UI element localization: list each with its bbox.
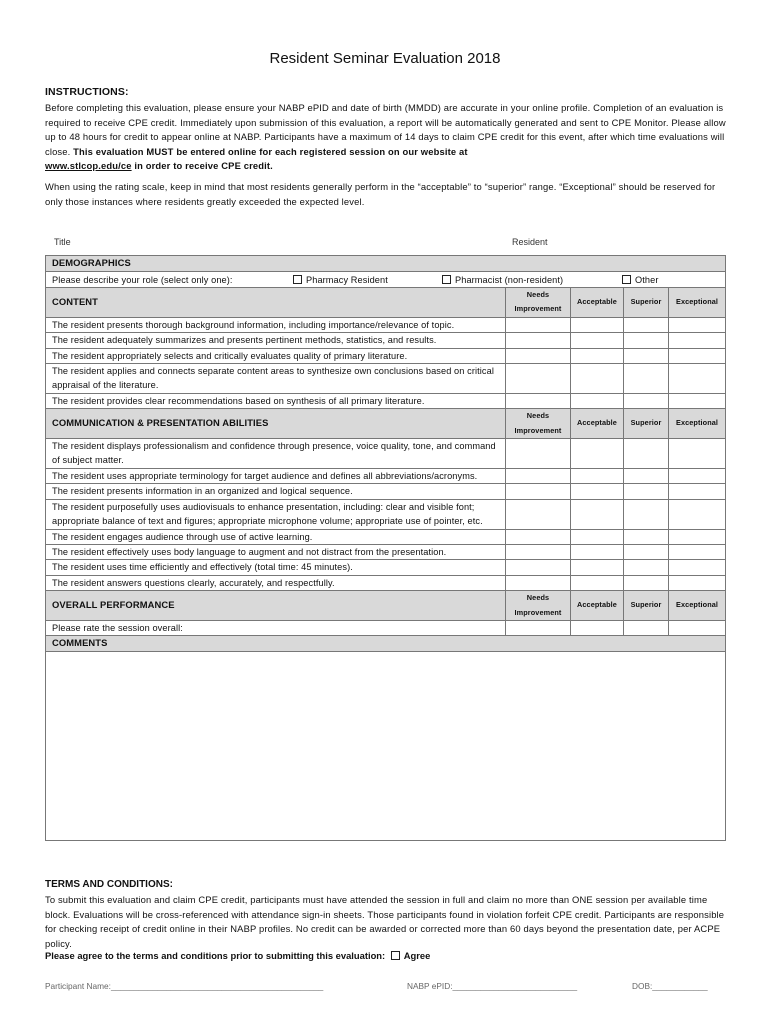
rating-cell-exceptional[interactable] xyxy=(669,575,726,590)
rating-cell-exceptional[interactable] xyxy=(669,484,726,499)
criterion-row xyxy=(46,544,726,559)
terms-body: To submit this evaluation and claim CPE credit, participants must have attended the session in full and claim no more than ONE session per available time block. Evaluations will be cross-referenced with attendance sign-in sheets. Those participants found in violation forfeit CPE credit. Participants are responsible for checking receipt of credit online in their NABP profiles. No credit can be awarded or corrected more than 60 days beyond the presentation date, per ACPE policy. xyxy=(45,894,725,949)
rating-cell-exceptional[interactable] xyxy=(669,333,726,348)
rating-cell-superior[interactable] xyxy=(624,348,669,363)
rating-cell-superior[interactable] xyxy=(624,529,669,544)
rating-cell-superior[interactable] xyxy=(624,333,669,348)
rating-cell-superior[interactable] xyxy=(624,499,669,529)
criterion-row xyxy=(46,620,726,635)
rating-cell-superior[interactable] xyxy=(624,484,669,499)
rating-cell-superior[interactable] xyxy=(624,393,669,408)
criterion-text: The resident appropriately selects and critically evaluates quality of primary literature. xyxy=(46,348,506,363)
rating-cell-exceptional[interactable] xyxy=(669,439,726,469)
checkbox-icon[interactable] xyxy=(442,275,451,284)
rating-cell-superior[interactable] xyxy=(624,439,669,469)
rating-header-acceptable: Acceptable xyxy=(571,288,624,318)
demographics-heading: DEMOGRAPHICS xyxy=(46,256,726,272)
rating-cell-needs-improvement[interactable] xyxy=(506,333,571,348)
rating-header-superior: Superior xyxy=(624,591,669,621)
rating-cell-exceptional[interactable] xyxy=(669,393,726,408)
criterion-row xyxy=(46,560,726,575)
rating-scale-note: When using the rating scale, keep in mind that most residents generally perform in the “acceptable” to “superior” range. “Exceptional” should be reserved for only those instances where residents greatly exceeded the expected level. xyxy=(45,181,716,207)
criterion-text: The resident adequately summarizes and presents pertinent methods, statistics, and results. xyxy=(46,333,506,348)
rating-cell-acceptable[interactable] xyxy=(571,575,624,590)
rating-cell-superior[interactable] xyxy=(624,544,669,559)
criterion-text: The resident purposefully uses audiovisuals to enhance presentation, including: clear and visible font; appropriate balance of text and figures; appropriate microphone volume; appropriate use of pointer, etc. xyxy=(46,499,506,529)
resident-field-label[interactable]: Resident xyxy=(512,237,548,247)
rating-cell-exceptional[interactable] xyxy=(669,620,726,635)
section-heading: CONTENT xyxy=(46,288,506,318)
section-header-row xyxy=(46,288,726,318)
criterion-text: The resident displays professionalism and confidence through presence, voice quality, tone, and command of subject matter. xyxy=(46,439,506,469)
section-heading: COMMUNICATION & PRESENTATION ABILITIES xyxy=(46,409,506,439)
rating-header-needs-improvement: Needs Improvement xyxy=(506,409,571,439)
rating-cell-acceptable[interactable] xyxy=(571,393,624,408)
instructions-bold-text: This evaluation MUST be entered online for each registered session on our website at xyxy=(73,145,468,157)
rating-header-superior: Superior xyxy=(624,288,669,318)
rating-header-acceptable: Acceptable xyxy=(571,591,624,621)
rating-cell-acceptable[interactable] xyxy=(571,484,624,499)
criterion-row xyxy=(46,529,726,544)
rating-cell-needs-improvement[interactable] xyxy=(506,364,571,394)
rating-cell-needs-improvement[interactable] xyxy=(506,560,571,575)
rating-cell-acceptable[interactable] xyxy=(571,333,624,348)
role-option-pharmacy-resident[interactable] xyxy=(293,273,388,287)
criterion-text: The resident presents information in an organized and logical sequence. xyxy=(46,484,506,499)
comments-area-row xyxy=(46,651,726,840)
role-option-label: Pharmacy Resident xyxy=(306,274,388,285)
section-heading: OVERALL PERFORMANCE xyxy=(46,591,506,621)
agree-checkbox-icon[interactable] xyxy=(391,951,400,960)
section-header-row xyxy=(46,591,726,621)
rating-cell-acceptable[interactable] xyxy=(571,348,624,363)
rating-cell-superior[interactable] xyxy=(624,364,669,394)
criterion-row xyxy=(46,575,726,590)
agree-label: Agree xyxy=(403,950,431,961)
rating-cell-exceptional[interactable] xyxy=(669,468,726,483)
rating-cell-needs-improvement[interactable] xyxy=(506,348,571,363)
rating-header-exceptional: Exceptional xyxy=(669,288,726,318)
comments-textarea[interactable] xyxy=(46,651,726,840)
criterion-text: The resident engages audience through use of active learning. xyxy=(46,529,506,544)
rating-cell-acceptable[interactable] xyxy=(571,620,624,635)
criterion-text: The resident applies and connects separate content areas to synthesize own conclusions based on critical appraisal of the literature. xyxy=(46,364,506,394)
criterion-text: The resident effectively uses body language to augment and not distract from the presentation. xyxy=(46,544,506,559)
checkbox-icon[interactable] xyxy=(622,275,631,284)
rating-header-superior: Superior xyxy=(624,409,669,439)
rating-cell-acceptable[interactable] xyxy=(571,364,624,394)
rating-header-exceptional: Exceptional xyxy=(669,409,726,439)
role-option-label: Pharmacist (non-resident) xyxy=(455,274,564,285)
rating-cell-needs-improvement[interactable] xyxy=(506,317,571,332)
rating-cell-exceptional[interactable] xyxy=(669,364,726,394)
section-header-row xyxy=(46,409,726,439)
checkbox-icon[interactable] xyxy=(293,275,302,284)
rating-cell-superior[interactable] xyxy=(624,560,669,575)
criterion-text: The resident uses time efficiently and effectively (total time: 45 minutes). xyxy=(46,560,506,575)
rating-cell-needs-improvement[interactable] xyxy=(506,393,571,408)
rating-cell-exceptional[interactable] xyxy=(669,560,726,575)
rating-header-needs-improvement: Needs Improvement xyxy=(506,591,571,621)
rating-header-acceptable: Acceptable xyxy=(571,409,624,439)
agree-prompt: Please agree to the terms and conditions prior to submitting this evaluation: xyxy=(45,950,386,961)
terms-heading: TERMS AND CONDITIONS: xyxy=(45,879,173,890)
website-link[interactable]: www.stlcop.edu/ce xyxy=(45,160,132,172)
instructions-bold-end: in order to receive CPE credit. xyxy=(131,160,273,172)
rating-cell-needs-improvement[interactable] xyxy=(506,499,571,529)
rating-cell-superior[interactable] xyxy=(624,317,669,332)
rating-cell-acceptable[interactable] xyxy=(571,439,624,469)
instructions-text: Before completing this evaluation, please ensure your NABP ePID and date of birth (MMDD) are accurate in your online profile. Completion of an evaluation is required to receive CPE credit. Immediately upon submission of this evaluation, a report will be automatically generated and sent to CPE Monitor. Please allow up to 48 hours for credit to appear online at NABP. Participants have a maximum of 14 days to claim CPE credit for this event, after which time evaluations will close. xyxy=(45,102,726,157)
demographics-header-row xyxy=(46,256,726,272)
title-resident-row xyxy=(45,233,725,256)
rating-cell-exceptional[interactable] xyxy=(669,529,726,544)
title-field-label[interactable]: Title xyxy=(54,237,71,247)
criterion-row xyxy=(46,393,726,408)
role-option-label: Other xyxy=(635,274,659,285)
criterion-row xyxy=(46,484,726,499)
criterion-text: The resident presents thorough background information, including importance/relevance of topic. xyxy=(46,317,506,332)
comments-heading: COMMENTS xyxy=(46,636,726,651)
criterion-text: Please rate the session overall: xyxy=(46,620,506,635)
rating-cell-superior[interactable] xyxy=(624,620,669,635)
rating-cell-exceptional[interactable] xyxy=(669,499,726,529)
rating-cell-needs-improvement[interactable] xyxy=(506,529,571,544)
criterion-text: The resident answers questions clearly, accurately, and respectfully. xyxy=(46,575,506,590)
criterion-text: The resident uses appropriate terminology for target audience and defines all abbreviations/acronyms. xyxy=(46,468,506,483)
rating-cell-acceptable[interactable] xyxy=(571,468,624,483)
rating-header-exceptional: Exceptional xyxy=(669,591,726,621)
rating-cell-needs-improvement[interactable] xyxy=(506,468,571,483)
criterion-row xyxy=(46,499,726,529)
role-prompt: Please describe your role (select only one): xyxy=(52,274,233,285)
comments-header-row xyxy=(46,636,726,651)
rating-cell-needs-improvement[interactable] xyxy=(506,544,571,559)
nabp-epid-field[interactable]: NABP ePID:___________________________ xyxy=(407,981,578,991)
criterion-text: The resident provides clear recommendations based on synthesis of all primary literature. xyxy=(46,393,506,408)
evaluation-table xyxy=(45,255,726,841)
instructions-paragraph xyxy=(45,101,727,174)
rating-cell-acceptable[interactable] xyxy=(571,317,624,332)
dob-field[interactable]: DOB:____________ xyxy=(632,981,708,991)
rating-cell-superior[interactable] xyxy=(624,575,669,590)
rating-cell-needs-improvement[interactable] xyxy=(506,484,571,499)
criterion-row xyxy=(46,364,726,394)
role-row xyxy=(46,272,726,288)
role-option-other[interactable] xyxy=(622,273,659,287)
rating-cell-acceptable[interactable] xyxy=(571,499,624,529)
participant-name-field[interactable]: Participant Name:______________________________________________ xyxy=(45,981,324,991)
rating-cell-needs-improvement[interactable] xyxy=(506,439,571,469)
rating-cell-exceptional[interactable] xyxy=(669,348,726,363)
criterion-row xyxy=(46,348,726,363)
criterion-row xyxy=(46,317,726,332)
criterion-row xyxy=(46,468,726,483)
rating-cell-superior[interactable] xyxy=(624,468,669,483)
rating-cell-acceptable[interactable] xyxy=(571,544,624,559)
page-title: Resident Seminar Evaluation 2018 xyxy=(269,50,501,67)
rating-cell-needs-improvement[interactable] xyxy=(506,575,571,590)
role-cell xyxy=(46,272,726,288)
rating-cell-acceptable[interactable] xyxy=(571,560,624,575)
criterion-row xyxy=(46,439,726,469)
rating-cell-needs-improvement[interactable] xyxy=(506,620,571,635)
instructions-heading: INSTRUCTIONS: xyxy=(45,86,129,98)
agree-line xyxy=(45,950,430,961)
rating-cell-acceptable[interactable] xyxy=(571,529,624,544)
role-option-pharmacist[interactable] xyxy=(442,273,564,287)
rating-cell-exceptional[interactable] xyxy=(669,317,726,332)
criterion-row xyxy=(46,333,726,348)
rating-header-needs-improvement: Needs Improvement xyxy=(506,288,571,318)
rating-cell-exceptional[interactable] xyxy=(669,544,726,559)
